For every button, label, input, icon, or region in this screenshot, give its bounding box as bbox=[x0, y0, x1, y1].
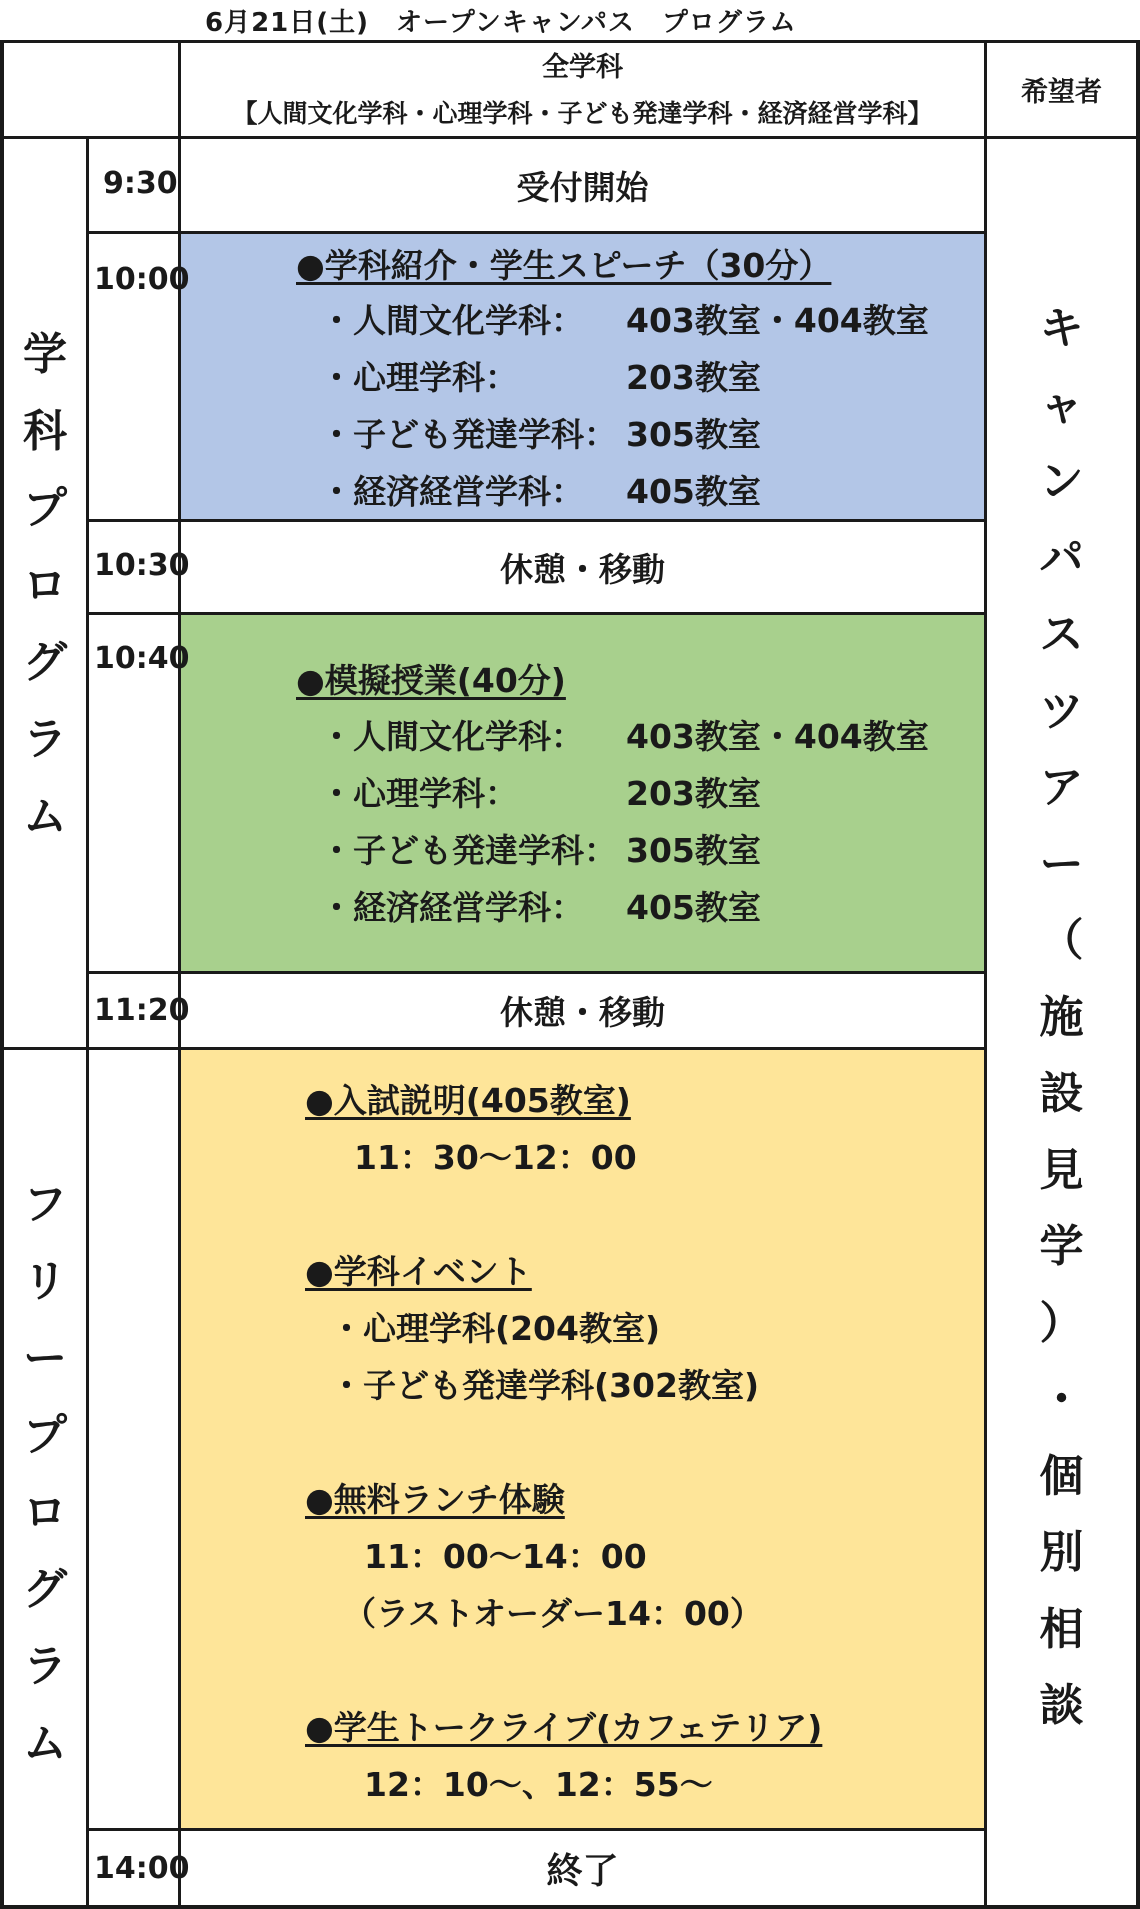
border-top bbox=[0, 40, 1140, 43]
intro-item-room: 405教室 bbox=[626, 472, 761, 511]
reception-text: 受付開始 bbox=[516, 167, 649, 207]
break-text-2: 休憩・移動 bbox=[500, 993, 665, 1032]
talk-heading-wrap bbox=[305, 1702, 822, 1749]
event-item-child-dev: ・子ども発達学科(302教室) bbox=[330, 1366, 760, 1405]
campus-tour-char: ス bbox=[1039, 609, 1084, 660]
event-heading-wrap bbox=[305, 1246, 532, 1293]
header-all-dept bbox=[181, 44, 984, 84]
campus-tour-char: ャ bbox=[1039, 379, 1084, 431]
dept-program-char: 学 bbox=[23, 329, 67, 380]
free-program-char: ム bbox=[23, 1718, 67, 1769]
free-program-char: ー bbox=[23, 1333, 67, 1384]
lunch-time: 11：00〜14：00 bbox=[364, 1537, 647, 1576]
border-right bbox=[1136, 40, 1140, 1909]
campus-tour-char: 設 bbox=[1039, 1068, 1084, 1119]
intro-item-room: 403教室・404教室 bbox=[626, 301, 929, 340]
intro-item-dept: ・人間文化学科： bbox=[320, 301, 584, 340]
campus-tour-char: 学 bbox=[1039, 1221, 1084, 1272]
intro-item-room: 203教室 bbox=[626, 358, 761, 397]
mock-item-1 bbox=[320, 768, 980, 825]
intro-item-3 bbox=[320, 466, 980, 523]
mock-heading: ●模擬授業(40分) bbox=[296, 661, 566, 700]
campus-tour-char: 相 bbox=[1039, 1603, 1084, 1655]
header-applicants-text: 希望者 bbox=[1021, 76, 1102, 108]
end-row bbox=[181, 1831, 984, 1905]
campus-tour-char: 別 bbox=[1039, 1527, 1084, 1578]
campus-tour-char: ツ bbox=[1039, 685, 1084, 737]
dept-program-char: 科 bbox=[23, 406, 67, 457]
campus-tour-char: （ bbox=[1039, 915, 1084, 966]
dept-program-char: ラ bbox=[23, 714, 67, 765]
talk-heading: ●学生トークライブ(カフェテリア) bbox=[305, 1708, 823, 1747]
intro-item-0 bbox=[320, 295, 980, 352]
mock-item-room: 305教室 bbox=[626, 831, 761, 870]
break-row-1 bbox=[181, 522, 984, 612]
col-divider-time-left bbox=[86, 136, 89, 1909]
header-dept-list-text: 【人間文化学科・心理学科・子ども発達学科・経済経営学科】 bbox=[232, 99, 933, 128]
lunch-note: （ラストオーダー14：00） bbox=[343, 1594, 763, 1633]
mock-item-dept: ・子ども発達学科： bbox=[320, 831, 617, 870]
free-program-char: グ bbox=[23, 1564, 67, 1615]
free-program-char: ラ bbox=[23, 1641, 67, 1692]
event-item-psychology: ・心理学科(204教室) bbox=[330, 1309, 661, 1348]
intro-heading: ●学科紹介・学生スピーチ（30分） bbox=[296, 246, 832, 285]
campus-tour-char: ア bbox=[1039, 762, 1084, 813]
border-bottom bbox=[0, 1905, 1140, 1909]
mock-item-dept: ・経済経営学科： bbox=[320, 888, 584, 927]
lunch-heading-wrap bbox=[305, 1474, 565, 1521]
time-1120: 11:20 bbox=[94, 993, 190, 1028]
dept-program-label bbox=[4, 329, 86, 872]
campus-tour-char: ン bbox=[1039, 456, 1084, 507]
header-dept-list bbox=[181, 92, 984, 132]
free-program-char: リ bbox=[23, 1256, 67, 1307]
dept-program-char: プ bbox=[23, 483, 67, 534]
intro-item-room: 305教室 bbox=[626, 415, 761, 454]
event-heading: ●学科イベント bbox=[305, 1252, 532, 1291]
campus-tour-char: 見 bbox=[1039, 1144, 1084, 1196]
row-divider-1 bbox=[86, 231, 986, 234]
free-program-char: フ bbox=[23, 1179, 67, 1230]
campus-tour-char: ・ bbox=[1039, 1374, 1084, 1425]
time-1400: 14:00 bbox=[94, 1851, 190, 1886]
intro-item-dept: ・経済経営学科： bbox=[320, 472, 584, 511]
intro-block bbox=[296, 240, 976, 297]
campus-tour-label bbox=[987, 303, 1136, 1761]
intro-item-1 bbox=[320, 352, 980, 409]
campus-tour-char: 個 bbox=[1039, 1450, 1084, 1502]
break-row-2 bbox=[181, 974, 984, 1047]
campus-tour-char: キ bbox=[1039, 303, 1084, 354]
dept-program-char: ロ bbox=[23, 560, 67, 611]
time-0930: 9:30 bbox=[103, 166, 178, 201]
mock-item-room: 403教室・404教室 bbox=[626, 717, 929, 756]
end-text: 終了 bbox=[546, 1850, 619, 1892]
lunch-heading: ●無料ランチ体験 bbox=[305, 1480, 565, 1519]
mock-item-room: 405教室 bbox=[626, 888, 761, 927]
exam-heading: ●入試説明(405教室) bbox=[305, 1081, 631, 1120]
break-text-1: 休憩・移動 bbox=[500, 549, 665, 589]
free-program-char: ロ bbox=[23, 1487, 67, 1538]
time-1040: 10:40 bbox=[94, 641, 190, 676]
mock-block bbox=[296, 655, 976, 702]
row-divider-3 bbox=[86, 612, 986, 615]
mock-item-3 bbox=[320, 882, 980, 939]
dept-program-char: ム bbox=[23, 791, 67, 842]
page-title-text: 6月21日(土) オープンキャンパス プログラム bbox=[205, 8, 797, 38]
time-1030: 10:30 bbox=[94, 548, 190, 583]
reception-row bbox=[181, 139, 984, 231]
time-1000: 10:00 bbox=[94, 262, 190, 297]
campus-tour-char: ） bbox=[1039, 1297, 1084, 1349]
mock-items bbox=[320, 711, 980, 939]
free-program-label bbox=[4, 1179, 86, 1799]
exam-heading-wrap bbox=[305, 1075, 631, 1122]
mock-item-dept: ・心理学科： bbox=[320, 774, 518, 813]
header-all-dept-text: 全学科 bbox=[542, 51, 623, 83]
mock-item-dept: ・人間文化学科： bbox=[320, 717, 584, 756]
exam-time: 11：30〜12：00 bbox=[354, 1138, 637, 1177]
intro-item-dept: ・子ども発達学科： bbox=[320, 415, 617, 454]
campus-tour-char: ー bbox=[1039, 838, 1084, 890]
mock-item-2 bbox=[320, 825, 980, 882]
campus-tour-char: パ bbox=[1039, 532, 1084, 584]
intro-item-dept: ・心理学科： bbox=[320, 358, 518, 397]
dept-program-char: グ bbox=[23, 637, 67, 688]
free-program-char: プ bbox=[23, 1410, 67, 1461]
campus-tour-char: 施 bbox=[1039, 991, 1084, 1043]
header-applicants bbox=[987, 64, 1136, 114]
intro-item-2 bbox=[320, 409, 980, 466]
mock-item-0 bbox=[320, 711, 980, 768]
campus-tour-char: 談 bbox=[1039, 1680, 1084, 1731]
row-divider-5 bbox=[0, 1047, 986, 1050]
mock-item-room: 203教室 bbox=[626, 774, 761, 813]
intro-items bbox=[320, 295, 980, 523]
talk-times: 12：10〜、12：55〜 bbox=[364, 1765, 713, 1804]
